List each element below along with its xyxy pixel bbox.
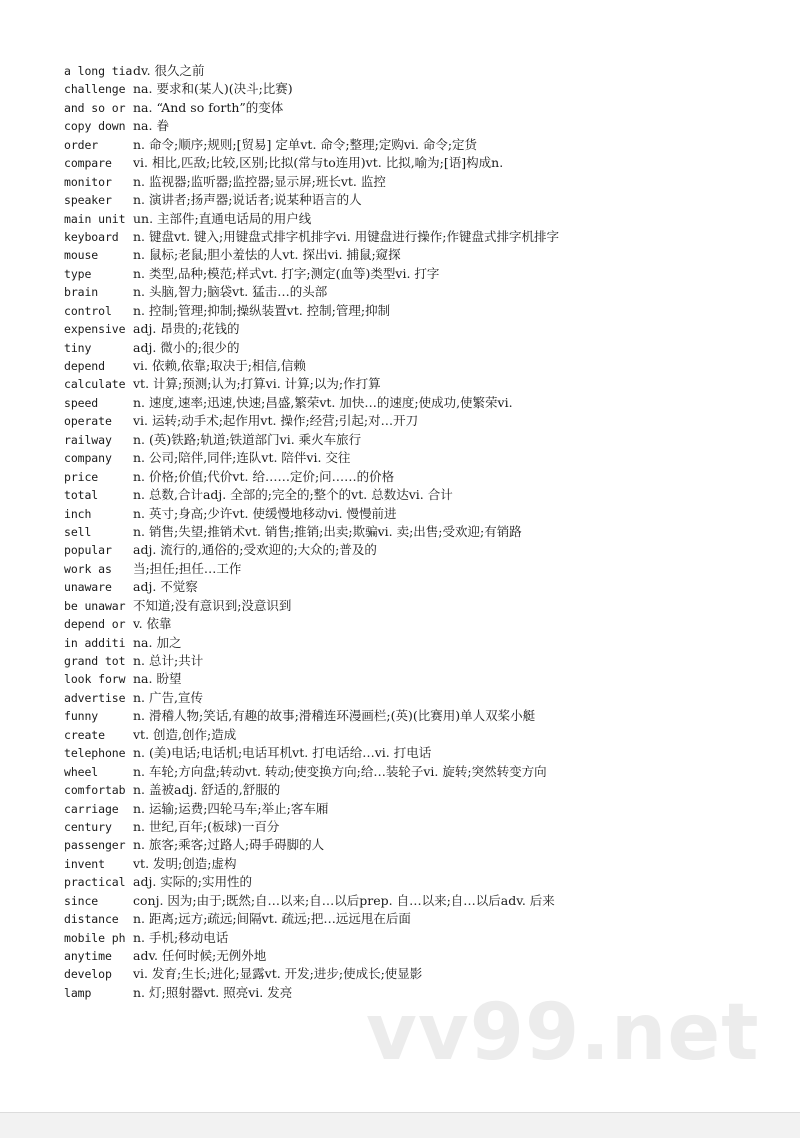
vocab-definition: vi. 相比,匹敌;比较,区别;比拟(常与to连用)vt. 比拟,喻为;[语]构成n. <box>133 155 504 171</box>
vocab-row <box>64 99 680 117</box>
vocab-word: invent <box>64 856 105 871</box>
vocab-definition: adj. 昂贵的;花钱的 <box>133 321 240 337</box>
vocab-definition: n. 键盘vt. 键入;用键盘式排字机排字vi. 用键盘进行操作;作键盘式排字机排字 <box>133 228 559 244</box>
vocab-word: and so or <box>64 100 126 115</box>
vocab-definition: n. 滑稽人物;笑话,有趣的故事;滑稽连环漫画栏;(英)(比赛用)单人双桨小艇 <box>133 708 536 724</box>
vocab-word: distance <box>64 912 119 927</box>
vocab-row <box>64 228 680 246</box>
vocab-row <box>64 394 680 412</box>
vocab-word: compare <box>64 156 112 171</box>
vocab-definition: adv. 任何时候;无例外地 <box>133 948 267 963</box>
vocab-row <box>64 689 680 707</box>
vocab-row <box>64 320 680 338</box>
vocab-row <box>64 929 680 947</box>
vocab-row <box>64 818 680 836</box>
vocab-word: advertise <box>64 690 126 705</box>
vocab-row <box>64 468 680 486</box>
vocab-row <box>64 136 680 154</box>
vocab-definition: vt. 创造,创作;造成 <box>133 726 237 742</box>
vocab-row <box>64 652 680 670</box>
vocab-row <box>64 449 680 467</box>
vocab-row <box>64 744 680 762</box>
vocab-row <box>64 431 680 449</box>
vocab-word: company <box>64 451 112 466</box>
vocab-definition: vi. 运转;动手术;起作用vt. 操作;经营;引起;对…开刀 <box>133 413 419 429</box>
vocab-definition: na. 要求和(某人)(决斗;比赛) <box>133 81 293 97</box>
vocab-word: in additi <box>64 635 126 650</box>
vocab-word: speaker <box>64 193 112 208</box>
vocab-word: century <box>64 819 112 834</box>
vocab-definition: n. 控制;管理;抑制;操纵装置vt. 控制;管理;抑制 <box>133 302 391 318</box>
vocab-word: wheel <box>64 764 99 779</box>
vocab-row <box>64 615 680 633</box>
vocab-word: popular <box>64 543 112 558</box>
vocab-definition: na. 盼望 <box>133 671 182 687</box>
vocab-word: look forw <box>64 672 126 687</box>
vocab-word: be unawar <box>64 598 126 613</box>
vocab-word: comfortab <box>64 783 126 798</box>
vocab-row <box>64 947 680 965</box>
vocab-definition: vt. 发明;创造;虚构 <box>133 855 237 871</box>
vocab-row <box>64 191 680 209</box>
vocab-definition: n. 监视器;监听器;监控器;显示屏;班长vt. 监控 <box>133 173 386 189</box>
vocab-definition: na. 加之 <box>133 634 182 650</box>
vocab-word: sell <box>64 524 92 539</box>
vocab-row <box>64 800 680 818</box>
vocab-row <box>64 707 680 725</box>
vocab-definition: n. 广告,宣传 <box>133 689 203 705</box>
vocab-word: work as <box>64 561 112 576</box>
vocab-word: unaware <box>64 580 112 595</box>
vocab-definition: n. (英)铁路;轨道;铁道部门vi. 乘火车旅行 <box>133 431 362 447</box>
vocab-word: keyboard <box>64 229 119 244</box>
vocab-word: practical <box>64 875 126 890</box>
vocabulary-list <box>64 62 680 1002</box>
vocab-row <box>64 965 680 983</box>
vocab-word: inch <box>64 506 92 521</box>
vocab-definition: n. 总数,合计adj. 全部的;完全的;整个的vt. 总数达vi. 合计 <box>133 487 453 503</box>
vocab-row <box>64 634 680 652</box>
vocab-definition: 当;担任;担任…工作 <box>133 560 242 576</box>
vocab-row <box>64 892 680 910</box>
vocab-row <box>64 339 680 357</box>
vocab-word: telephone <box>64 746 126 761</box>
vocab-word: brain <box>64 285 99 300</box>
vocab-definition: na. 眷 <box>133 118 169 134</box>
vocab-row <box>64 265 680 283</box>
vocab-word: carriage <box>64 801 119 816</box>
vocab-row <box>64 210 680 228</box>
vocab-definition: dv. 很久之前 <box>133 63 205 78</box>
vocab-word: lamp <box>64 985 92 1000</box>
vocab-row <box>64 117 680 135</box>
vocab-row <box>64 855 680 873</box>
vocab-word: operate <box>64 414 112 429</box>
vocab-word: funny <box>64 709 99 724</box>
vocab-row <box>64 154 680 172</box>
vocab-definition: n. 英寸;身高;少许vt. 使缓慢地移动vi. 慢慢前进 <box>133 505 397 521</box>
vocab-row <box>64 173 680 191</box>
vocab-row <box>64 375 680 393</box>
vocab-row <box>64 486 680 504</box>
vocab-row <box>64 781 680 799</box>
vocab-definition: n. 公司;陪伴,同伴;连队vt. 陪伴vi. 交往 <box>133 450 351 466</box>
vocab-definition: adj. 流行的,通俗的;受欢迎的;大众的;普及的 <box>133 542 377 558</box>
vocab-word: passenger <box>64 838 126 853</box>
vocab-definition: n. 速度,速率;迅速,快速;昌盛,繁荣vt. 加快…的速度;使成功,使繁荣vi. <box>133 394 513 410</box>
vocab-definition: n. 类型,品种;模范;样式vt. 打字;测定(血等)类型vi. 打字 <box>133 265 440 281</box>
vocab-definition: vi. 依赖,依靠;取决于;相信,信赖 <box>133 358 306 373</box>
vocab-definition: un. 主部件;直通电话局的用户线 <box>133 210 312 226</box>
vocab-row <box>64 578 680 596</box>
vocab-word: tiny <box>64 340 92 355</box>
vocab-definition: n. 车轮;方向盘;转动vt. 转动;使变换方向;给…装轮子vi. 旋转;突然转变方向 <box>133 763 547 779</box>
vocab-definition: vi. 发育;生长;进化;显露vt. 开发;进步;使成长;使显影 <box>133 966 423 982</box>
vocab-word: railway <box>64 432 112 447</box>
vocab-word: monitor <box>64 174 112 189</box>
vocab-definition: vt. 计算;预测;认为;打算vi. 计算;以为;作打算 <box>133 376 381 392</box>
vocab-definition: n. 头脑,智力;脑袋vt. 猛击…的头部 <box>133 284 328 300</box>
vocab-word: price <box>64 469 99 484</box>
vocab-definition: n. 运输;运费;四轮马车;举止;客车厢 <box>133 800 329 816</box>
vocab-word: order <box>64 137 99 152</box>
vocab-word: create <box>64 727 105 742</box>
vocab-definition: conj. 因为;由于;既然;自…以来;自…以后prep. 自…以来;自…以后adv. 后来 <box>133 892 555 908</box>
vocab-word: depend <box>64 359 105 373</box>
vocab-definition: n. 盖被adj. 舒适的,舒服的 <box>133 782 281 798</box>
vocab-row <box>64 523 680 541</box>
vocab-definition: n. 灯;照射器vt. 照亮vi. 发亮 <box>133 984 293 1000</box>
site-watermark: vv99.net <box>366 988 760 1078</box>
vocab-row <box>64 357 680 375</box>
vocab-word: mobile ph <box>64 930 126 945</box>
vocab-definition: na. “And so forth”的变体 <box>133 99 284 115</box>
vocab-definition: n. 旅客;乘客;过路人;碍手碍脚的人 <box>133 837 325 853</box>
vocab-word: calculate <box>64 377 126 392</box>
vocab-word: since <box>64 893 99 908</box>
vocab-row <box>64 246 680 264</box>
vocab-row <box>64 302 680 320</box>
vocab-definition: v. 依靠 <box>133 616 172 632</box>
vocab-row <box>64 763 680 781</box>
page-bottom-edge <box>0 1112 800 1138</box>
vocab-definition: n. 演讲者;扬声器;说话者;说某种语言的人 <box>133 192 362 208</box>
vocab-row <box>64 560 680 578</box>
vocab-row <box>64 726 680 744</box>
vocab-row <box>64 283 680 301</box>
vocab-definition: n. 总计;共计 <box>133 653 204 668</box>
vocab-word: mouse <box>64 248 99 263</box>
vocab-row <box>64 541 680 559</box>
vocab-row <box>64 412 680 430</box>
vocab-definition: adj. 不觉察 <box>133 579 198 595</box>
vocab-word: expensive <box>64 322 126 337</box>
vocab-row <box>64 597 680 615</box>
vocab-word: control <box>64 303 112 318</box>
vocab-definition: 不知道;没有意识到;没意识到 <box>133 597 292 613</box>
vocab-definition: adj. 微小的;很少的 <box>133 339 240 355</box>
vocab-word: depend or <box>64 617 126 632</box>
vocab-row <box>64 62 680 80</box>
vocab-row <box>64 80 680 98</box>
vocab-definition: n. 价格;价值;代价vt. 给……定价;问……的价格 <box>133 468 395 484</box>
vocab-word: develop <box>64 967 112 982</box>
vocab-definition: n. 鼠标;老鼠;胆小羞怯的人vt. 探出vi. 捕鼠;窥探 <box>133 247 401 263</box>
vocab-definition: n. 手机;移动电话 <box>133 929 229 945</box>
vocab-definition: n. 世纪,百年;(板球)一百分 <box>133 818 280 834</box>
vocab-row <box>64 505 680 523</box>
vocab-word: anytime <box>64 949 112 963</box>
vocab-row <box>64 873 680 891</box>
vocab-definition: n. 距离;远方;疏远;间隔vt. 疏远;把…远远甩在后面 <box>133 911 411 927</box>
vocab-definition: n. 命令;顺序;规则;[贸易] 定单vt. 命令;整理;定购vi. 命令;定货 <box>133 136 478 152</box>
vocab-definition: adj. 实际的;实用性的 <box>133 874 252 890</box>
vocab-row <box>64 836 680 854</box>
vocab-row <box>64 670 680 688</box>
vocab-word: speed <box>64 395 99 410</box>
vocab-row <box>64 910 680 928</box>
vocab-word: type <box>64 266 92 281</box>
vocab-definition: n. (美)电话;电话机;电话耳机vt. 打电话给…vi. 打电话 <box>133 745 432 761</box>
vocab-word: copy down <box>64 119 126 134</box>
vocab-definition: n. 销售;失望;推销术vt. 销售;推销;出卖;欺骗vi. 卖;出售;受欢迎;有销路 <box>133 523 522 539</box>
vocab-word: challenge <box>64 82 126 97</box>
vocab-word: total <box>64 488 99 503</box>
vocab-word: main unit <box>64 211 126 226</box>
vocab-word: grand tot <box>64 654 126 668</box>
vocab-word: a long tia <box>64 64 133 78</box>
